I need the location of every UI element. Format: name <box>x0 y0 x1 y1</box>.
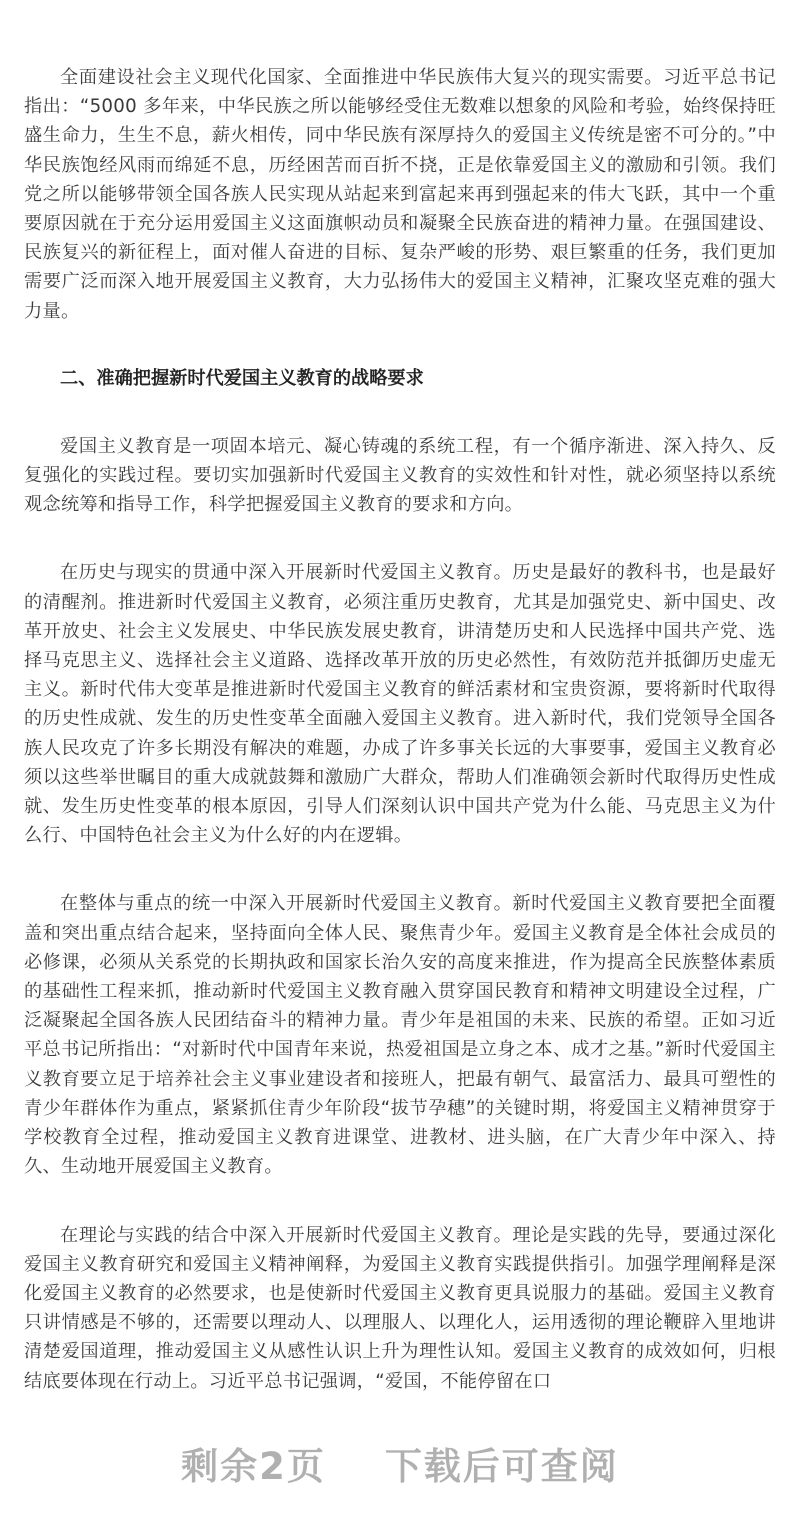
paragraph-intro-context: 全面建设社会主义现代化国家、全面推进中华民族伟大复兴的现实需要。习近平总书记指出：“5000 多年来，中华民族之所以能够经受住无数难以想象的风险和考验，始终保持旺盛生命力，生生不息，薪火相传，同中华民族有深厚持久的爱国主义传统是密不可分的。”中华民族饱经风雨而绵延不息，历经困苦而百折不挠，正是依靠爱国主义的激励和引领。我们党之所以能够带领全国各族人民实现从站起来到富起来再到强起来的伟大飞跃，其中一个重要原因就在于充分运用爱国主义这面旗帜动员和凝聚全民族奋进的精神力量。在强国建设、民族复兴的新征程上，面对催人奋进的目标、复杂严峻的形势、艰巨繁重的任务，我们更加需要广泛而深入地开展爱国主义教育，大力弘扬伟大的爱国主义精神，汇聚攻坚克难的强大力量。 <box>24 67 776 322</box>
section-heading: 二、准确把握新时代爱国主义教育的战略要求 <box>60 367 424 389</box>
paragraph-theory-and-practice: 在理论与实践的结合中深入开展新时代爱国主义教育。理论是实践的先导，要通过深化爱国主义教育研究和爱国主义精神阐释，为爱国主义教育实践提供指引。加强学理阐释是深化爱国主义教育的必然要求，也是使新时代爱国主义教育更具说服力的基础。爱国主义教育只讲情感是不够的，还需要以理动人、以理服人、以理化人，运用透彻的理论鞭辟入里地讲清楚爱国道理，推动爱国主义从感性认识上升为理性认知。爱国主义教育的成效如何，归根结底要体现在行动上。习近平总书记强调，“爱国，不能停留在口 <box>24 1224 776 1392</box>
paragraph-history-and-reality: 在历史与现实的贯通中深入开展新时代爱国主义教育。历史是最好的教科书，也是最好的清醒剂。推进新时代爱国主义教育，必须注重历史教育，尤其是加强党史、新中国史、改革开放史、社会主义发展史、中华民族发展史教育，讲清楚历史和人民选择中国共产党、选择马克思主义、选择社会主义道路、选择改革开放的历史必然性，有效防范并抵御历史虚无主义。新时代伟大变革是推进新时代爱国主义教育的鲜活素材和宝贵资源，要将新时代取得的历史性成就、发生的历史性变革全面融入爱国主义教育。进入新时代，我们党领导全国各族人民攻克了许多长期没有解决的难题，办成了许多事关长远的大事要事，爱国主义教育必须以这些举世瞩目的重大成就鼓舞和激励广大群众，帮助人们准确领会新时代取得历史性成就、发生历史性变革的根本原因，引导人们深刻认识中国共产党为什么能、马克思主义为什么行、中国特色社会主义为什么好的内在逻辑。 <box>24 562 776 847</box>
paragraph-whole-and-focus: 在整体与重点的统一中深入开展新时代爱国主义教育。新时代爱国主义教育要把全面覆盖和突出重点结合起来，坚持面向全体人民、聚焦青少年。爱国主义教育是全体社会成员的必修课，必须从关系党的长期执政和国家长治久安的高度来推进，作为提高全民族整体素质的基础性工程来抓，推动新时代爱国主义教育融入贯穿国民教育和精神文明建设全过程，广泛凝聚起全国各族人民团结奋斗的精神力量。青少年是祖国的未来、民族的希望。正如习近平总书记所指出：“对新时代中国青年来说，热爱祖国是立身之本、成才之基。”新时代爱国主义教育要立足于培养社会主义事业建设者和接班人，把最有朝气、最富活力、最具可塑性的青少年群体作为重点，紧紧抓住青少年阶段“拔节孕穗”的关键时期，将爱国主义精神贯穿于学校教育全过程，推动爱国主义教育进课堂、进教材、进头脑，在广大青少年中深入、持久、生动地开展爱国主义教育。 <box>24 893 776 1178</box>
remaining-pages-label: 剩余2页 <box>181 1445 326 1488</box>
paragraph-systematic-project: 爱国主义教育是一项固本培元、凝心铸魂的系统工程，有一个循序渐进、深入持久、反复强化的实践过程。要切实加强新时代爱国主义教育的实效性和针对性，就必须坚持以系统观念统筹和指导工作，科学把握爱国主义教育的要求和方向。 <box>24 435 776 516</box>
download-prompt[interactable] <box>0 1436 800 1490</box>
download-to-view-label: 下载后可查阅 <box>384 1445 619 1488</box>
article-body <box>24 63 776 1396</box>
